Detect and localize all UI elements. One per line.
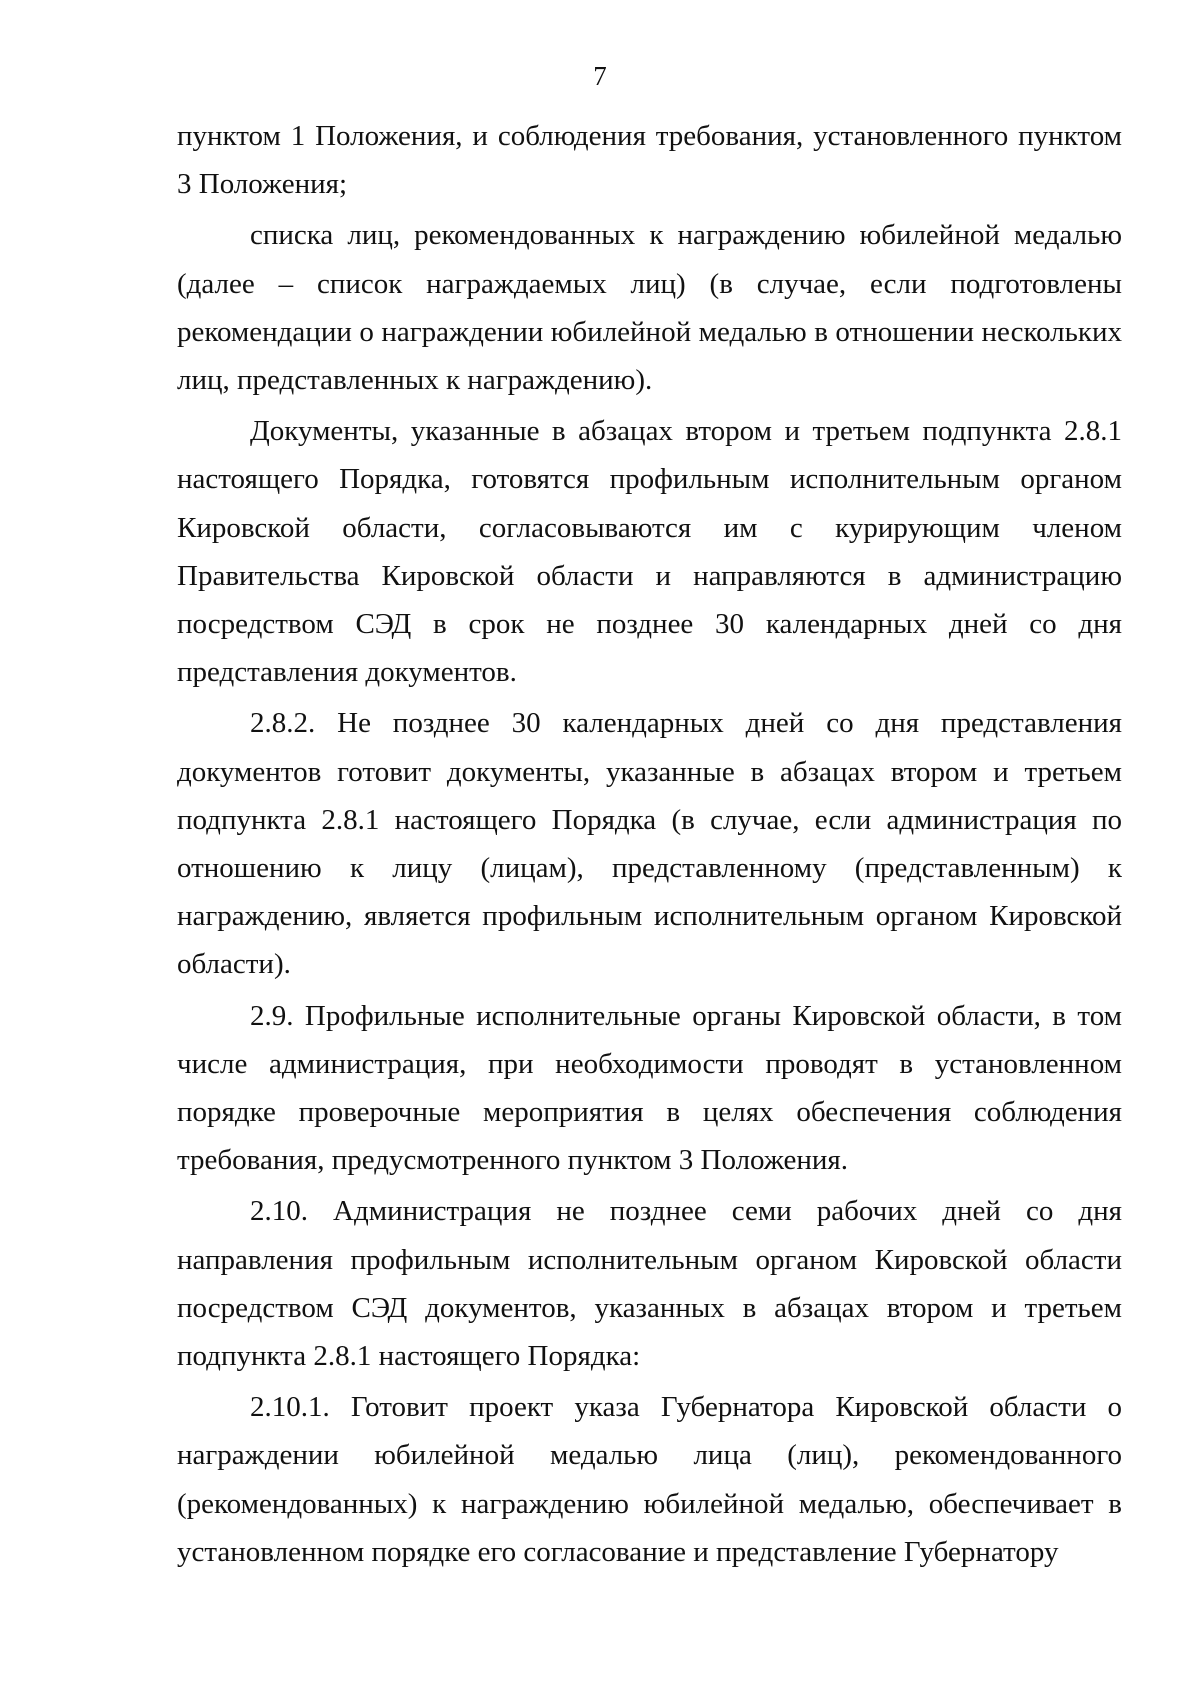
page-number: 7 <box>593 61 607 91</box>
paragraph-list-of-persons: списка лиц, рекомендованных к награждению юбилейной медалью (далее – список награждаемых лиц) (в случае, если подготовлены рекомендации о награждении юбилейной медалью в отношении нескольких лиц, представленных к награждению). <box>177 219 1122 397</box>
paragraph-continuation: пунктом 1 Положения, и соблюдения требования, установленного пунктом 3 Положения; <box>177 120 1122 201</box>
paragraph-2-10-1: 2.10.1. Готовит проект указа Губернатора Кировской области о награждении юбилейной медалью лица (лиц), рекомендованного (рекомендованных) к награждению юбилейной медалью, обеспечивает в установленном порядке его согласование и представление Губернатору <box>177 1391 1122 1568</box>
paragraph-2-9: 2.9. Профильные исполнительные органы Кировской области, в том числе администрация, при необходимости проводят в установленном порядке проверочные мероприятия в целях обеспечения соблюдения требования, предусмотренного пунктом 3 Положения. <box>177 999 1122 1177</box>
document-body <box>177 112 1122 1576</box>
paragraph-documents: Документы, указанные в абзацах втором и третьем подпункта 2.8.1 настоящего Порядка, готовятся профильным исполнительным органом Кировской области, согласовываются им с курирующим членом Правительства Кировской области и направляются в администрацию посредством СЭД в срок не позднее 30 календарных дней со дня представления документов. <box>177 415 1122 689</box>
paragraph-2-10: 2.10. Администрация не позднее семи рабочих дней со дня направления профильным исполнительным органом Кировской области посредством СЭД документов, указанных в абзацах втором и третьем подпункта 2.8.1 настоящего Порядка: <box>177 1195 1122 1373</box>
paragraph-2-8-2: 2.8.2. Не позднее 30 календарных дней со дня представления документов готовит документы, указанные в абзацах втором и третьем подпункта 2.8.1 настоящего Порядка (в случае, если администрация по отношению к лицу (лицам), представленному (представленным) к награждению, является профильным исполнительным органом Кировской области). <box>177 707 1122 981</box>
